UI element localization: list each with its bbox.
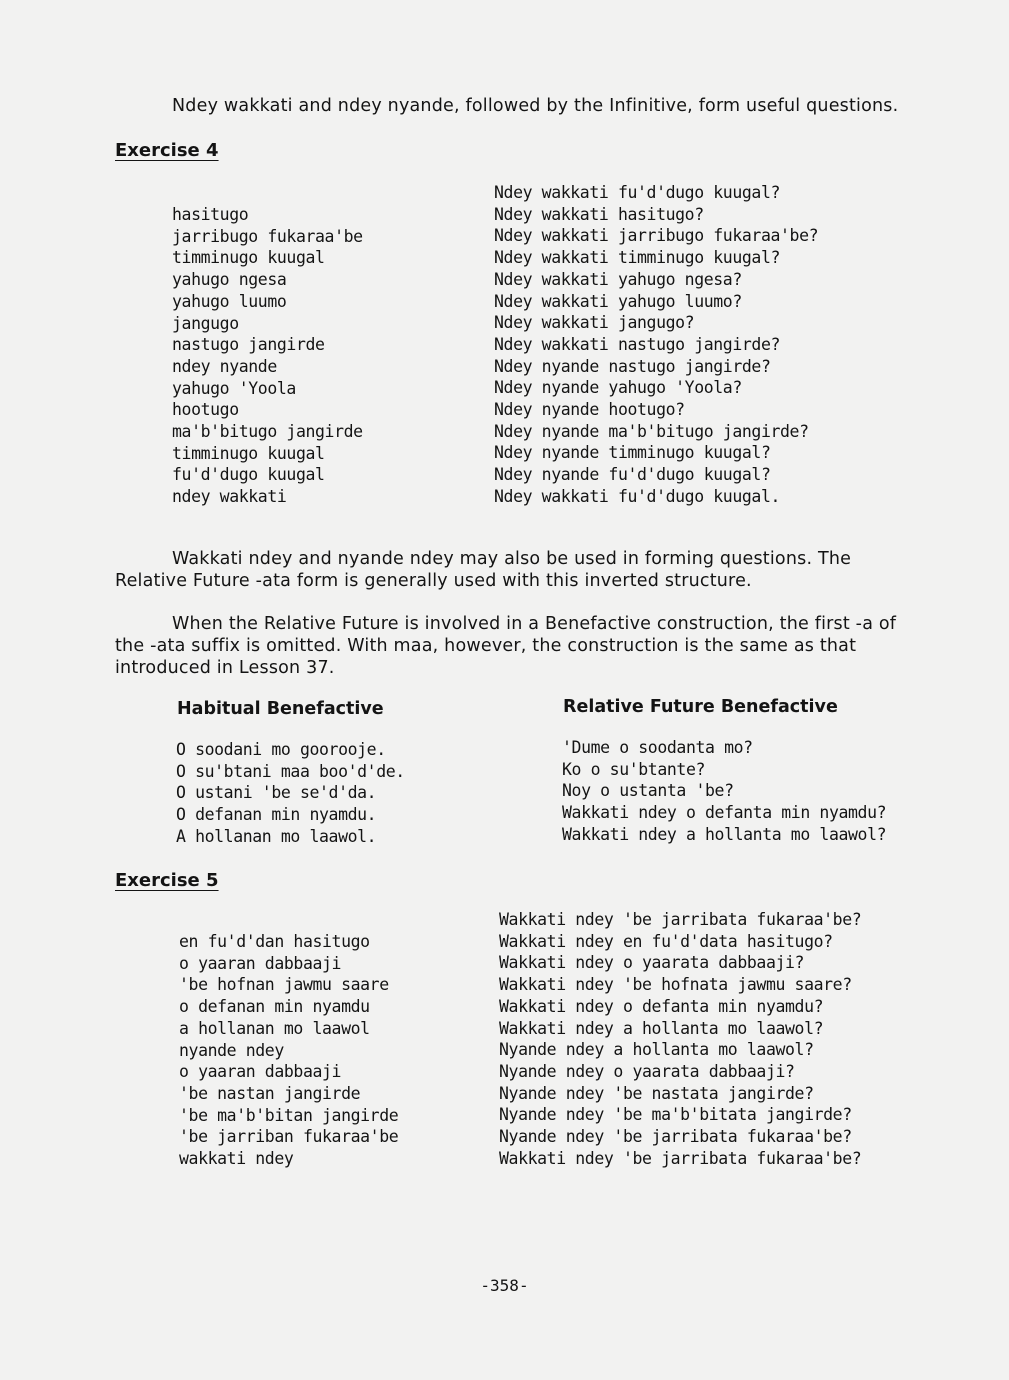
list-item: Ndey wakkati nastugo jangirde? <box>494 334 781 354</box>
list-item: Ndey wakkati jarribugo fukaraa'be? <box>494 226 819 246</box>
list-item: Wakkati ndey 'be hofnata jawmu saare? <box>499 975 852 995</box>
list-item: Ndey nyande nastugo jangirde? <box>494 356 771 376</box>
list-item: Ndey nyande timminugo kuugal? <box>494 443 771 463</box>
list-item: Wakkati ndey a hollanta mo laawol? <box>562 824 887 844</box>
list-item: hootugo <box>172 400 239 420</box>
paragraph-line: When the Relative Future is involved in a Benefactive construction, the first -a of <box>172 614 897 634</box>
list-item: 'be hofnan jawmu saare <box>179 975 389 995</box>
list-item: Wakkati ndey o yaarata dabbaaji? <box>499 953 805 973</box>
list-item: Wakkati ndey en fu'd'data hasitugo? <box>499 931 833 951</box>
list-item: a hollanan mo laawol <box>179 1018 370 1038</box>
list-item: Ndey wakkati yahugo ngesa? <box>494 269 742 289</box>
list-item: timminugo kuugal <box>172 248 325 268</box>
page-number: -358- <box>480 1276 529 1295</box>
list-item: Ndey wakkati jangugo? <box>494 313 695 333</box>
list-item: Wakkati ndey 'be jarribata fukaraa'be? <box>499 910 862 929</box>
list-item: O ustani 'be se'd'da. <box>176 783 377 803</box>
list-item: Ndey wakkati timminugo kuugal? <box>494 248 781 268</box>
habitual-benefactive-heading: Habitual Benefactive <box>177 699 384 719</box>
intro-paragraph <box>172 95 898 117</box>
list-item: fu'd'dugo kuugal <box>172 465 325 485</box>
list-item: Wakkati ndey o defanta min nyamdu? <box>499 996 824 1016</box>
list-item: jangugo <box>172 313 239 333</box>
list-item: Ndey nyande hootugo? <box>494 400 685 420</box>
list-item: Ndey nyande yahugo 'Yoola? <box>494 378 742 398</box>
list-item: Ndey wakkati fu'd'dugo kuugal? <box>494 183 781 202</box>
list-item: Ndey wakkati yahugo luumo? <box>494 291 742 311</box>
list-item: en fu'd'dan hasitugo <box>179 932 370 951</box>
list-item: 'Dume o soodanta mo? <box>562 738 753 757</box>
list-item: ndey wakkati <box>172 487 287 507</box>
exercise-4-prompts <box>172 204 363 508</box>
list-item: Nyande ndey 'be jarribata fukaraa'be? <box>499 1127 852 1147</box>
list-item: ndey nyande <box>172 356 277 376</box>
list-item: Ndey wakkati fu'd'dugo kuugal. <box>494 486 781 506</box>
list-item: Ndey wakkati hasitugo? <box>494 204 704 224</box>
list-item: Nyande ndey a hollanta mo laawol? <box>499 1040 814 1060</box>
exercise-5-answers <box>499 909 861 1169</box>
list-item: yahugo 'Yoola <box>172 378 296 398</box>
list-item: O su'btani maa boo'd'de. <box>176 761 405 781</box>
list-item: hasitugo <box>172 205 249 224</box>
list-item: 'be ma'b'bitan jangirde <box>179 1105 399 1125</box>
list-item: o defanan min nyamdu <box>179 997 370 1017</box>
relative-future-benefactive-examples <box>562 737 886 846</box>
list-item: Nyande ndey o yaarata dabbaaji? <box>499 1061 795 1081</box>
list-item: A hollanan mo laawol. <box>176 826 377 846</box>
paragraph-line: Wakkati ndey and nyande ndey may also be used in forming questions. The <box>172 549 852 569</box>
list-item: Noy o ustanta 'be? <box>562 781 734 801</box>
list-item: Nyande ndey 'be nastata jangirde? <box>499 1083 814 1103</box>
paragraph-line: the -ata suffix is omitted. With maa, however, the construction is the same as that <box>115 636 857 656</box>
exercise-4-heading: Exercise 4 <box>115 140 219 161</box>
list-item: 'be jarriban fukaraa'be <box>179 1127 399 1147</box>
list-item: Nyande ndey 'be ma'b'bitata jangirde? <box>499 1105 852 1125</box>
list-item: O soodani mo goorooje. <box>176 740 386 759</box>
list-item: 'be nastan jangirde <box>179 1083 361 1103</box>
list-item: O defanan min nyamdu. <box>176 805 377 825</box>
list-item: Wakkati ndey o defanta min nyamdu? <box>562 803 887 823</box>
list-item: Wakkati ndey 'be jarribata fukaraa'be? <box>499 1148 862 1168</box>
list-item: nyande ndey <box>179 1040 284 1060</box>
exercise-5-prompts <box>179 931 398 1170</box>
inversion-paragraph <box>115 548 851 592</box>
list-item: Ko o su'btante? <box>562 759 706 779</box>
list-item: wakkati ndey <box>179 1149 294 1169</box>
list-item: o yaaran dabbaaji <box>179 1062 342 1082</box>
paragraph-line: introduced in Lesson 37. <box>115 658 335 678</box>
exercise-5-heading: Exercise 5 <box>115 870 219 891</box>
list-item: Wakkati ndey a hollanta mo laawol? <box>499 1018 824 1038</box>
list-item: yahugo ngesa <box>172 270 287 290</box>
list-item: timminugo kuugal <box>172 443 325 463</box>
list-item: ma'b'bitugo jangirde <box>172 422 363 442</box>
list-item: jarribugo fukaraa'be <box>172 226 363 246</box>
list-item: nastugo jangirde <box>172 335 325 355</box>
exercise-4-answers <box>494 182 818 508</box>
list-item: Ndey nyande ma'b'bitugo jangirde? <box>494 421 809 441</box>
benefactive-paragraph <box>115 613 896 679</box>
intro-line: Ndey wakkati and ndey nyande, followed by the Infinitive, form useful questions. <box>172 96 899 116</box>
relative-future-benefactive-heading: Relative Future Benefactive <box>563 697 838 717</box>
list-item: yahugo luumo <box>172 291 287 311</box>
habitual-benefactive-examples <box>176 739 405 848</box>
list-item: Ndey nyande fu'd'dugo kuugal? <box>494 465 771 485</box>
list-item: o yaaran dabbaaji <box>179 953 342 973</box>
paragraph-line: Relative Future -ata form is generally used with this inverted structure. <box>115 571 752 591</box>
